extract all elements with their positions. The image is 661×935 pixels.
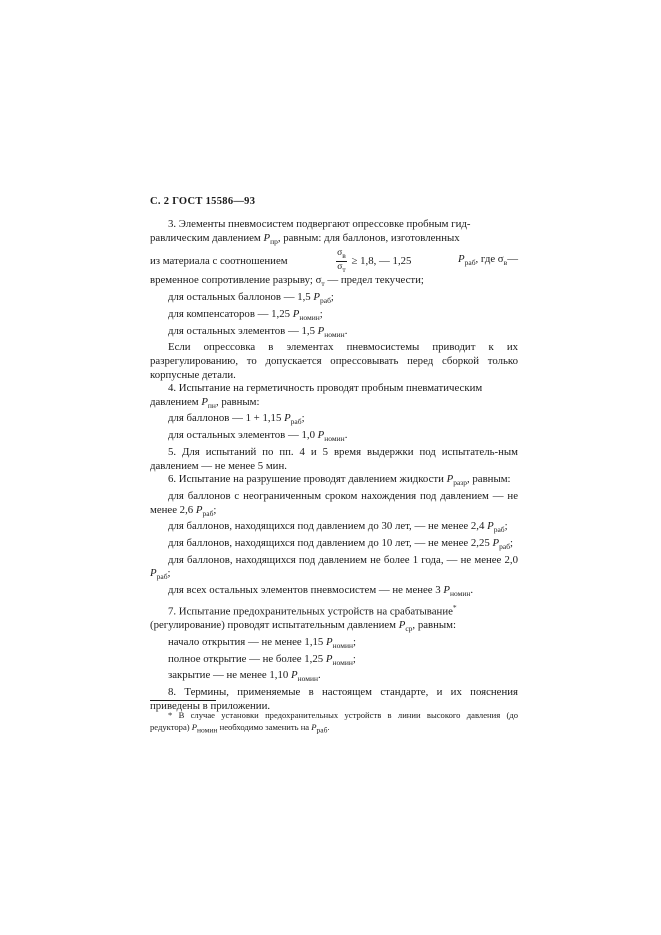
paragraph-6-item-4: для баллонов, находящихся под давлением не более 1 года, — не менее 2,0 $P_{раб}$; <box>150 553 518 582</box>
paragraph-3-line-4: временное сопротивление разрыву; $\sigma_т$ — предел текучести; <box>150 274 424 289</box>
paragraph-7-full: полное открытие — не более 1,25 $P_{номин}$; <box>168 652 356 667</box>
page-header: С. 2 ГОСТ 15586—93 <box>150 196 256 207</box>
paragraph-4-line-1: 4. Испытание на герметичность проводят пробным пневматическим <box>168 382 483 395</box>
paragraph-6-item-3: для баллонов, находящихся под давлением до 10 лет, — не менее 2,25 $P_{раб}$; <box>168 537 514 552</box>
paragraph-6-intro: 6. Испытание на разрушение проводят давлением жидкости $P_{разр}$, равным: <box>168 473 511 488</box>
paragraph-4-line-2: давлением $P_{пн}$, равным: <box>150 395 260 410</box>
paragraph-4-rest: для остальных элементов — 1,0 $P_{номин}$. <box>168 429 348 444</box>
paragraph-7-line-1: 7. Испытание предохранительных устройств на срабатывание* <box>168 602 457 618</box>
footnote: * В случае установки предохранительных устройств в линии высокого давления (до редуктора) $P_{номин}$ необходимо заменить на $P_{раб}$. <box>150 710 518 735</box>
paragraph-3-rest-elements: для остальных элементов — 1,5 $P_{номин}$. <box>168 324 348 339</box>
paragraph-4-balloons: для баллонов — 1 + 1,15 $P_{раб}$; <box>168 412 305 427</box>
paragraph-3-formula-line: из материала с соотношением $\frac{\sigma_в}{\sigma_т}$ ≥ 1,8, — 1,25 $P_{раб}$, где $\sigma_в—$ <box>150 247 518 274</box>
strength-ratio-fraction: $\frac{\sigma_в}{\sigma_т}$ <box>337 247 346 274</box>
footnote-divider <box>150 700 216 701</box>
paragraph-7-line-2: (регулирование) проводят испытательным давлением $P_{ср}$, равным: <box>150 619 456 634</box>
paragraph-7-close: закрытие — не менее 1,10 $P_{номин}$. <box>168 669 321 684</box>
paragraph-6-item-2: для баллонов, находящихся под давлением до 30 лет, — не менее 2,4 $P_{раб}$; <box>168 520 508 535</box>
paragraph-6-item-5: для всех остальных элементов пневмосистем — не менее 3 $P_{номин}$. <box>168 584 474 599</box>
main-text <box>150 218 518 713</box>
paragraph-3-line-1: 3. Элементы пневмосистем подвергают опрессовке пробным гид- <box>168 218 471 230</box>
paragraph-3-note: Если опрессовка в элементах пневмосистемы приводит к их разрегулированию, то допускается опрессовывать перед сборкой только корпусные детали. <box>150 341 518 381</box>
paragraph-3-line-2: равлическим давлением $P_{пр}$, равным: для баллонов, изготовленных <box>150 231 460 246</box>
paragraph-6-item-1: для баллонов с неограниченным сроком нахождения под давлением — не менее 2,6 $P_{раб}$; <box>150 489 518 518</box>
paragraph-8: 8. Термины, применяемые в настоящем стандарте, и их пояснения приведены в приложении. <box>150 686 518 712</box>
footnote-mark: * <box>452 602 457 612</box>
paragraph-5: 5. Для испытаний по пп. 4 и 5 время выдержки под испытатель-ным давлением — не менее 5 мин. <box>150 445 518 472</box>
paragraph-7-start: начало открытия — не менее 1,15 $P_{номин}$; <box>168 635 357 650</box>
paragraph-3-compensators: для компенсаторов — 1,25 $P_{номин}$; <box>168 307 323 322</box>
paragraph-3-rest-balloons: для остальных баллонов — 1,5 $P_{раб}$; <box>168 291 334 306</box>
